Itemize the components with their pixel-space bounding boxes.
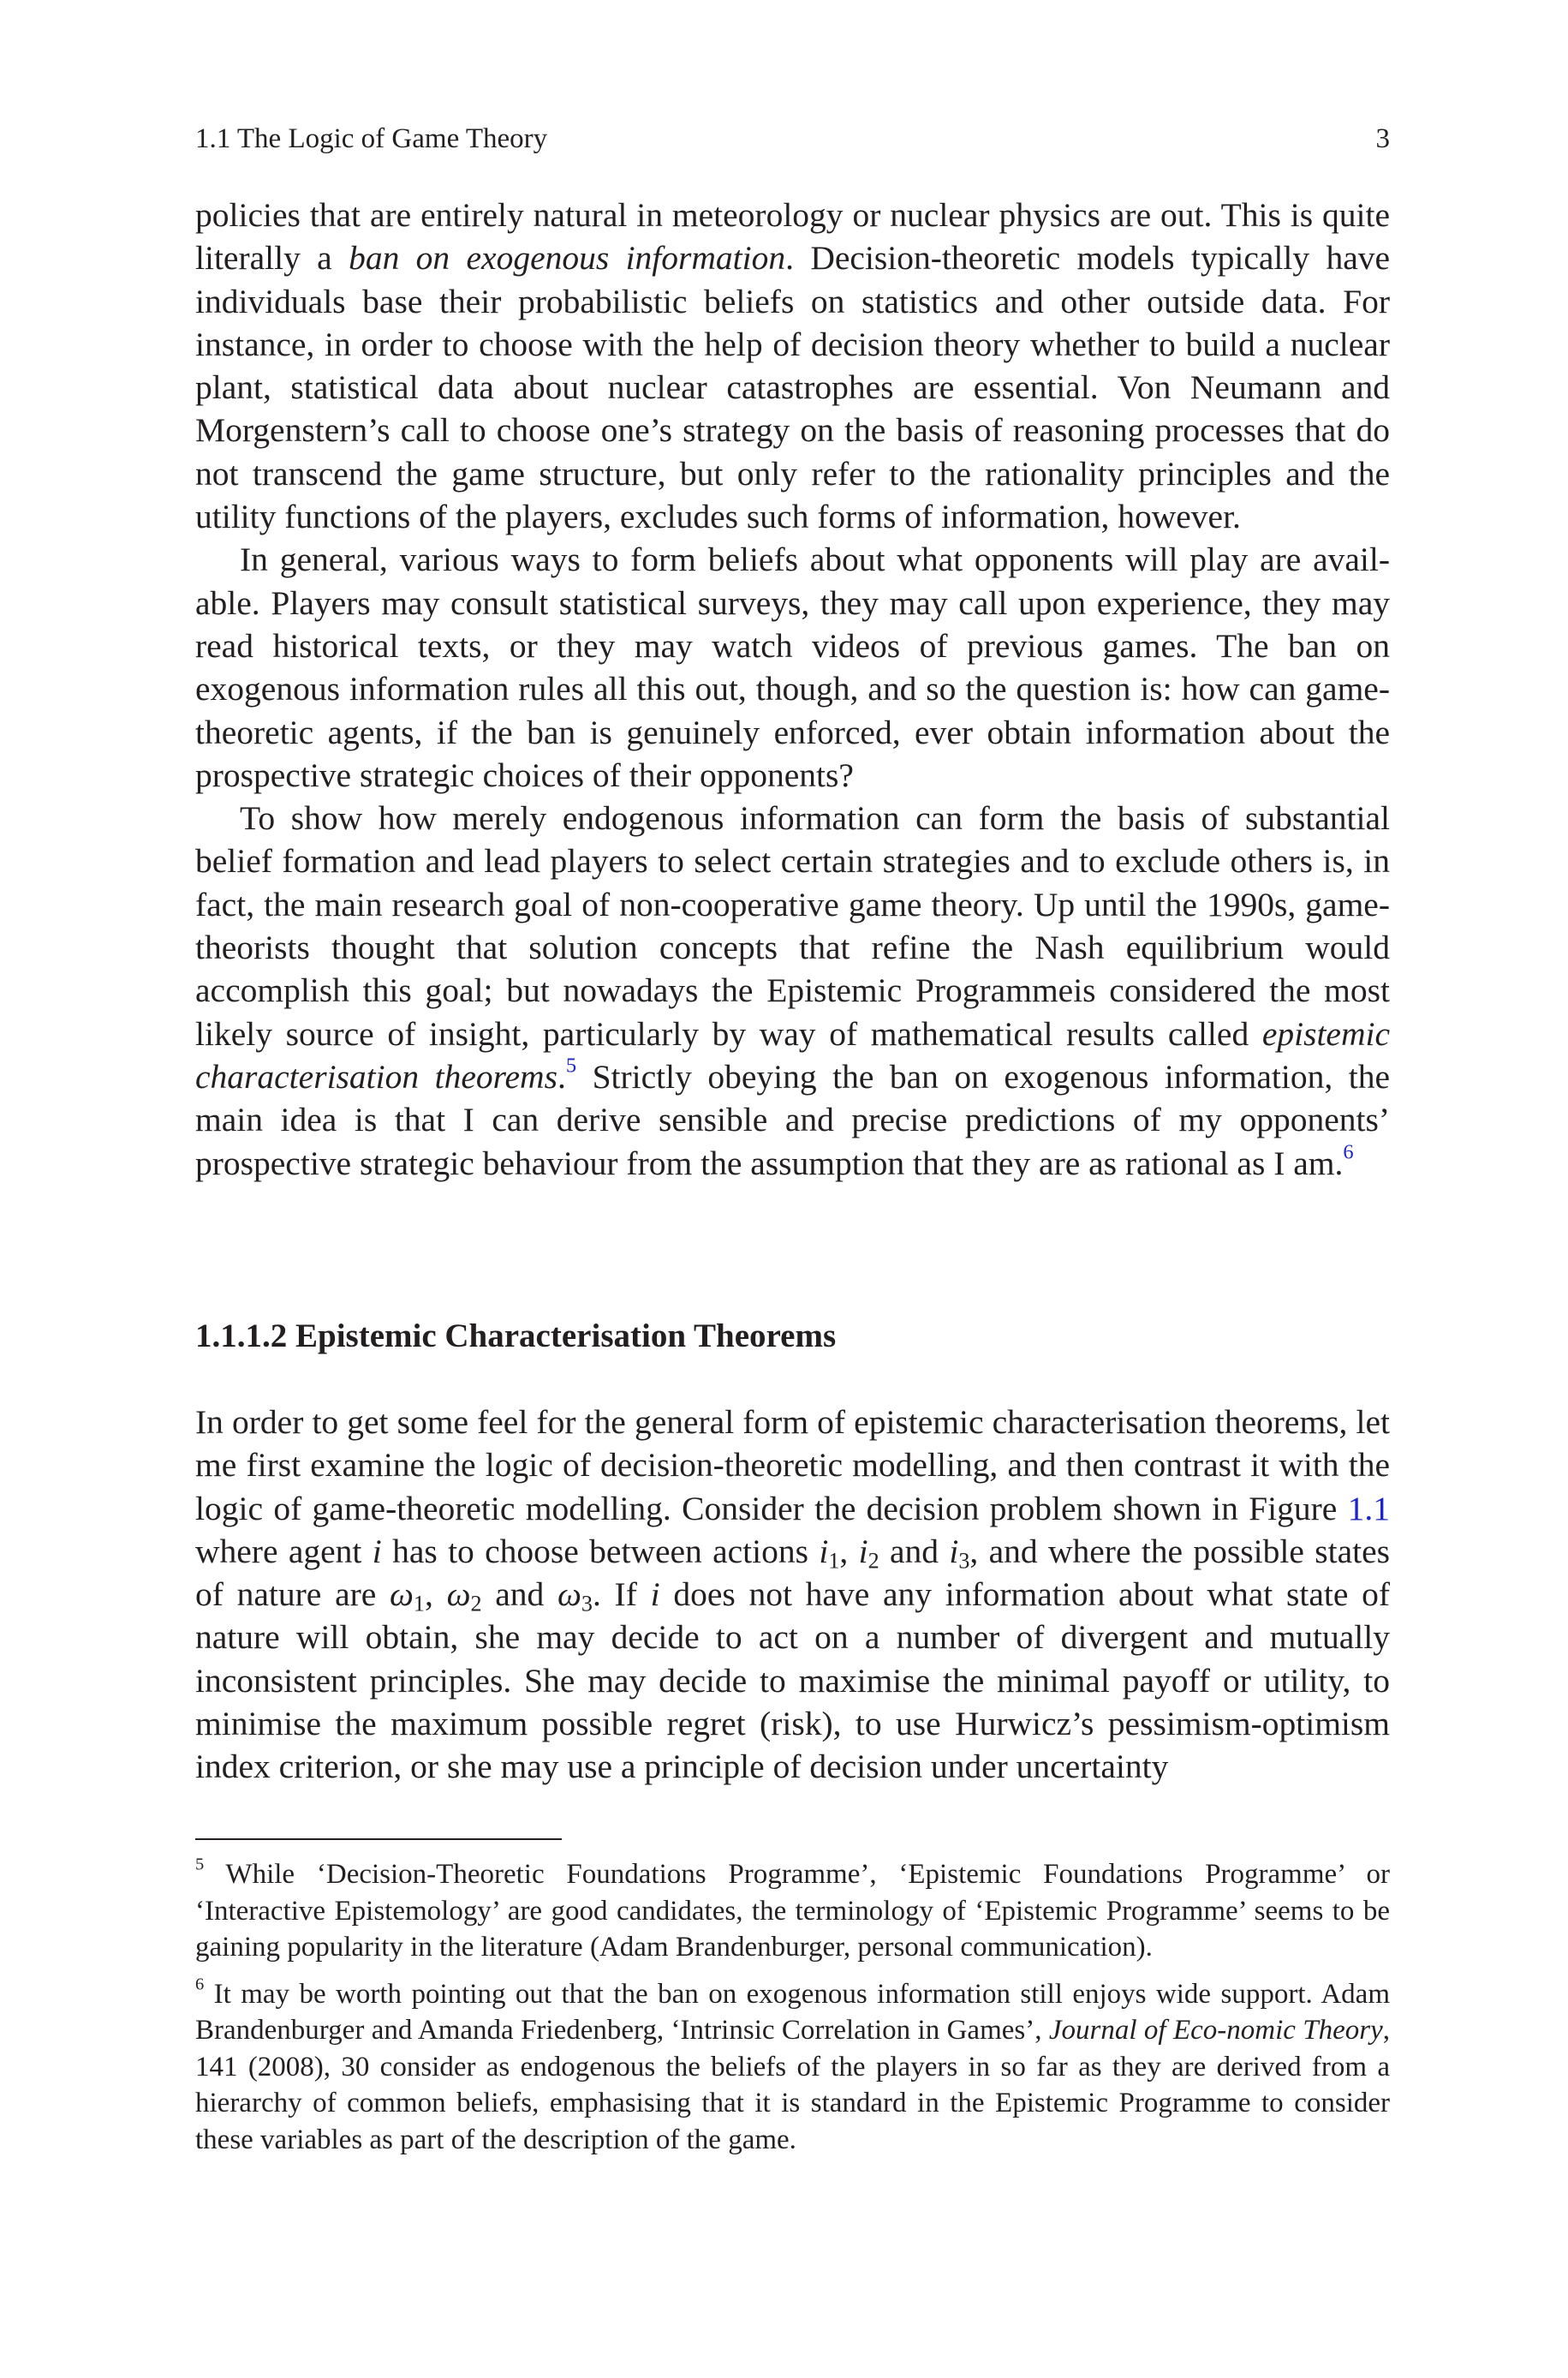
footnote-6: $^6$ It may be worth pointing out that the ban on exogenous information still enjoys wide support. Adam Brandenburger and Amanda Friedenberg, ‘Intrinsic Correlation in Games’, Journal of Eco-nomic Theory, 141 (2008), 30 consider as endogenous the beliefs of the players in so far as they are derived from a hierarchy of common beliefs, emphasising that it is standard in the Epistemic Programme to consider these variables as part of the description of the game. (195, 1975, 1390, 2155)
footnote-6-mark: 6 (195, 1975, 205, 1994)
footnote-5-mark: 5 (195, 1855, 205, 1874)
emphasis-epistemic-characterisation-theorems: epistemic characterisation theorems (195, 1014, 1390, 1096)
section-paragraph-1: In order to get some feel for the general form of epistemic characterisation theorems, let me first examine the logic of decision-theoretic modelling, and then contrast it with the logic of game-theoretic modelling. Consider the decision problem shown in Figure 1.1 where agent i has to choose between actions $i_1$, $i_2$ and $i_3$, and where the possible states of nature are $\omega_1$, $\omega_2$ and $\omega_3$. If i does not have any information about what state of nature will obtain, she may decide to act on a number of divergent and mutually inconsistent principles. She may decide to maximise the minimal payoff or utility, to minimise the maximum possible regret (risk), to use Hurwicz’s pessimism-optimism index criterion, or she may use a principle of decision under uncertainty (195, 1403, 1391, 1786)
running-head-section: 1.1 The Logic of Game Theory (195, 123, 548, 154)
journal-title: Journal of Eco-nomic Theory (1048, 2015, 1383, 2046)
paragraph-3: To show how merely endogenous information can form the basis of substantial belief formation and lead players to select certain strategies and to exclude others is, in fact, the main research goal of non-cooperative game theory. Up until the 1990s, game-theorists thought that solution concepts that refine the Nash equilibrium would accomplish this goal; but nowadays the Epistemic Programmeis considered the most likely source of insight, particularly by way of mathematical results called epistemic characterisation theorems.$^5$ Strictly obeying the ban on exogenous information, the main idea is that I can derive sensible and precise predictions of my opponents’ prospective strategic behaviour from the assumption that they are as rational as I am.$^6$ (195, 799, 1390, 1182)
body-text (195, 194, 1390, 1185)
footnote-ref-5[interactable]: 5 (565, 1054, 577, 1078)
figure-ref-link[interactable]: 1.1 (1347, 1489, 1390, 1527)
paragraph-2: In general, various ways to form beliefs about what opponents will play are avail-able. Players may consult statistical surveys, they may call upon experience, they may read historical texts, or they may watch videos of previous games. The ban on exogenous information rules all this out, though, and so the question is: how can game-theoretic agents, if the ban is genuinely enforced, ever obtain information about the prospective strategic choices of their opponents? (195, 541, 1390, 794)
emphasis-ban-on-exogenous-information: ban on exogenous information (349, 239, 786, 278)
section-body (195, 1401, 1390, 1789)
section-heading: 1.1.1.2 Epistemic Characterisation Theorems (195, 1317, 837, 1354)
footnote-ref-6[interactable]: 6 (1343, 1140, 1354, 1164)
paragraph-1: policies that are entirely natural in meteorology or nuclear physics are out. This is quite literally a ban on exogenous information. Decision-theoretic models typically have individuals base their probabilistic beliefs on statistics and other outside data. For instance, in order to choose with the help of decision theory whether to build a nuclear plant, statistical data about nuclear catastrophes are essential. Von Neumann and Morgenstern’s call to choose one’s strategy on the basis of reasoning processes that do not transcend the game structure, but only refer to the rationality principles and the utility functions of the players, excludes such forms of information, however. (195, 196, 1391, 536)
footnote-divider (195, 1838, 562, 1840)
footnotes (195, 1856, 1390, 2168)
footnote-5: $^5$ While ‘Decision-Theoretic Foundations Programme’, ‘Epistemic Foundations Programme’ or ‘Interactive Epistemology’ are good candidates, the terminology of ‘Epistemic Programme’ seems to be gaining popularity in the literature (Adam Brandenburger, personal communication). (195, 1855, 1390, 1963)
page-number: 3 (1375, 123, 1390, 154)
running-head (195, 120, 1390, 158)
